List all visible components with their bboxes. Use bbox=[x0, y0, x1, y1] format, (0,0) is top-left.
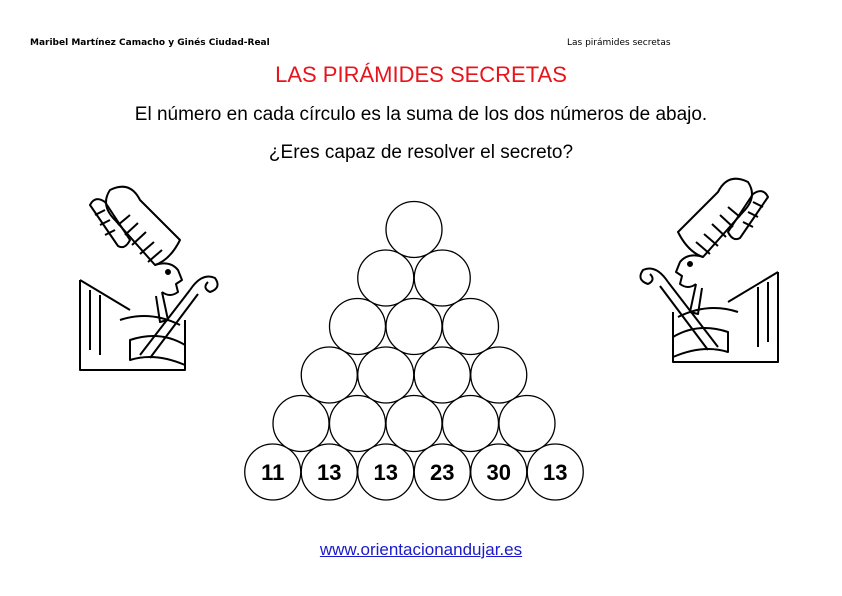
question-text: ¿Eres capaz de resolver el secreto? bbox=[268, 142, 574, 163]
pyramid-base-number: 23 bbox=[430, 460, 455, 485]
pyramid-base-number: 13 bbox=[543, 460, 568, 485]
pyramid-circle[interactable] bbox=[330, 396, 386, 452]
page-title: LAS PIRÁMIDES SECRETAS bbox=[275, 62, 567, 87]
pyramid-circle[interactable] bbox=[499, 396, 555, 452]
pyramid-circle[interactable] bbox=[358, 250, 414, 306]
pyramid-circle[interactable] bbox=[414, 347, 470, 403]
header-author: Maribel Martínez Camacho y Ginés Ciudad-Real bbox=[30, 38, 270, 48]
pyramid-circle[interactable] bbox=[471, 347, 527, 403]
pyramid-circle[interactable] bbox=[386, 299, 442, 355]
pyramid-base-number: 13 bbox=[373, 460, 398, 485]
pyramid-circle[interactable] bbox=[386, 202, 442, 258]
pyramid-base-number: 30 bbox=[486, 460, 511, 485]
pyramid-circle[interactable] bbox=[443, 396, 499, 452]
pyramid-circle[interactable] bbox=[301, 347, 357, 403]
pyramid-circle[interactable] bbox=[330, 299, 386, 355]
pyramid-circle[interactable] bbox=[386, 396, 442, 452]
header-doc-title: Las pirámides secretas bbox=[567, 38, 671, 48]
pyramid-circle[interactable] bbox=[443, 299, 499, 355]
pyramid-circle[interactable] bbox=[273, 396, 329, 452]
instruction-text: El número en cada círculo es la suma de los dos números de abajo. bbox=[134, 104, 708, 125]
pyramid-base-number: 13 bbox=[317, 460, 342, 485]
pyramid-circle[interactable] bbox=[414, 250, 470, 306]
pyramid-circle[interactable] bbox=[358, 347, 414, 403]
website-link[interactable]: www.orientacionandujar.es bbox=[319, 540, 523, 559]
pyramid-base-number: 11 bbox=[261, 460, 285, 485]
